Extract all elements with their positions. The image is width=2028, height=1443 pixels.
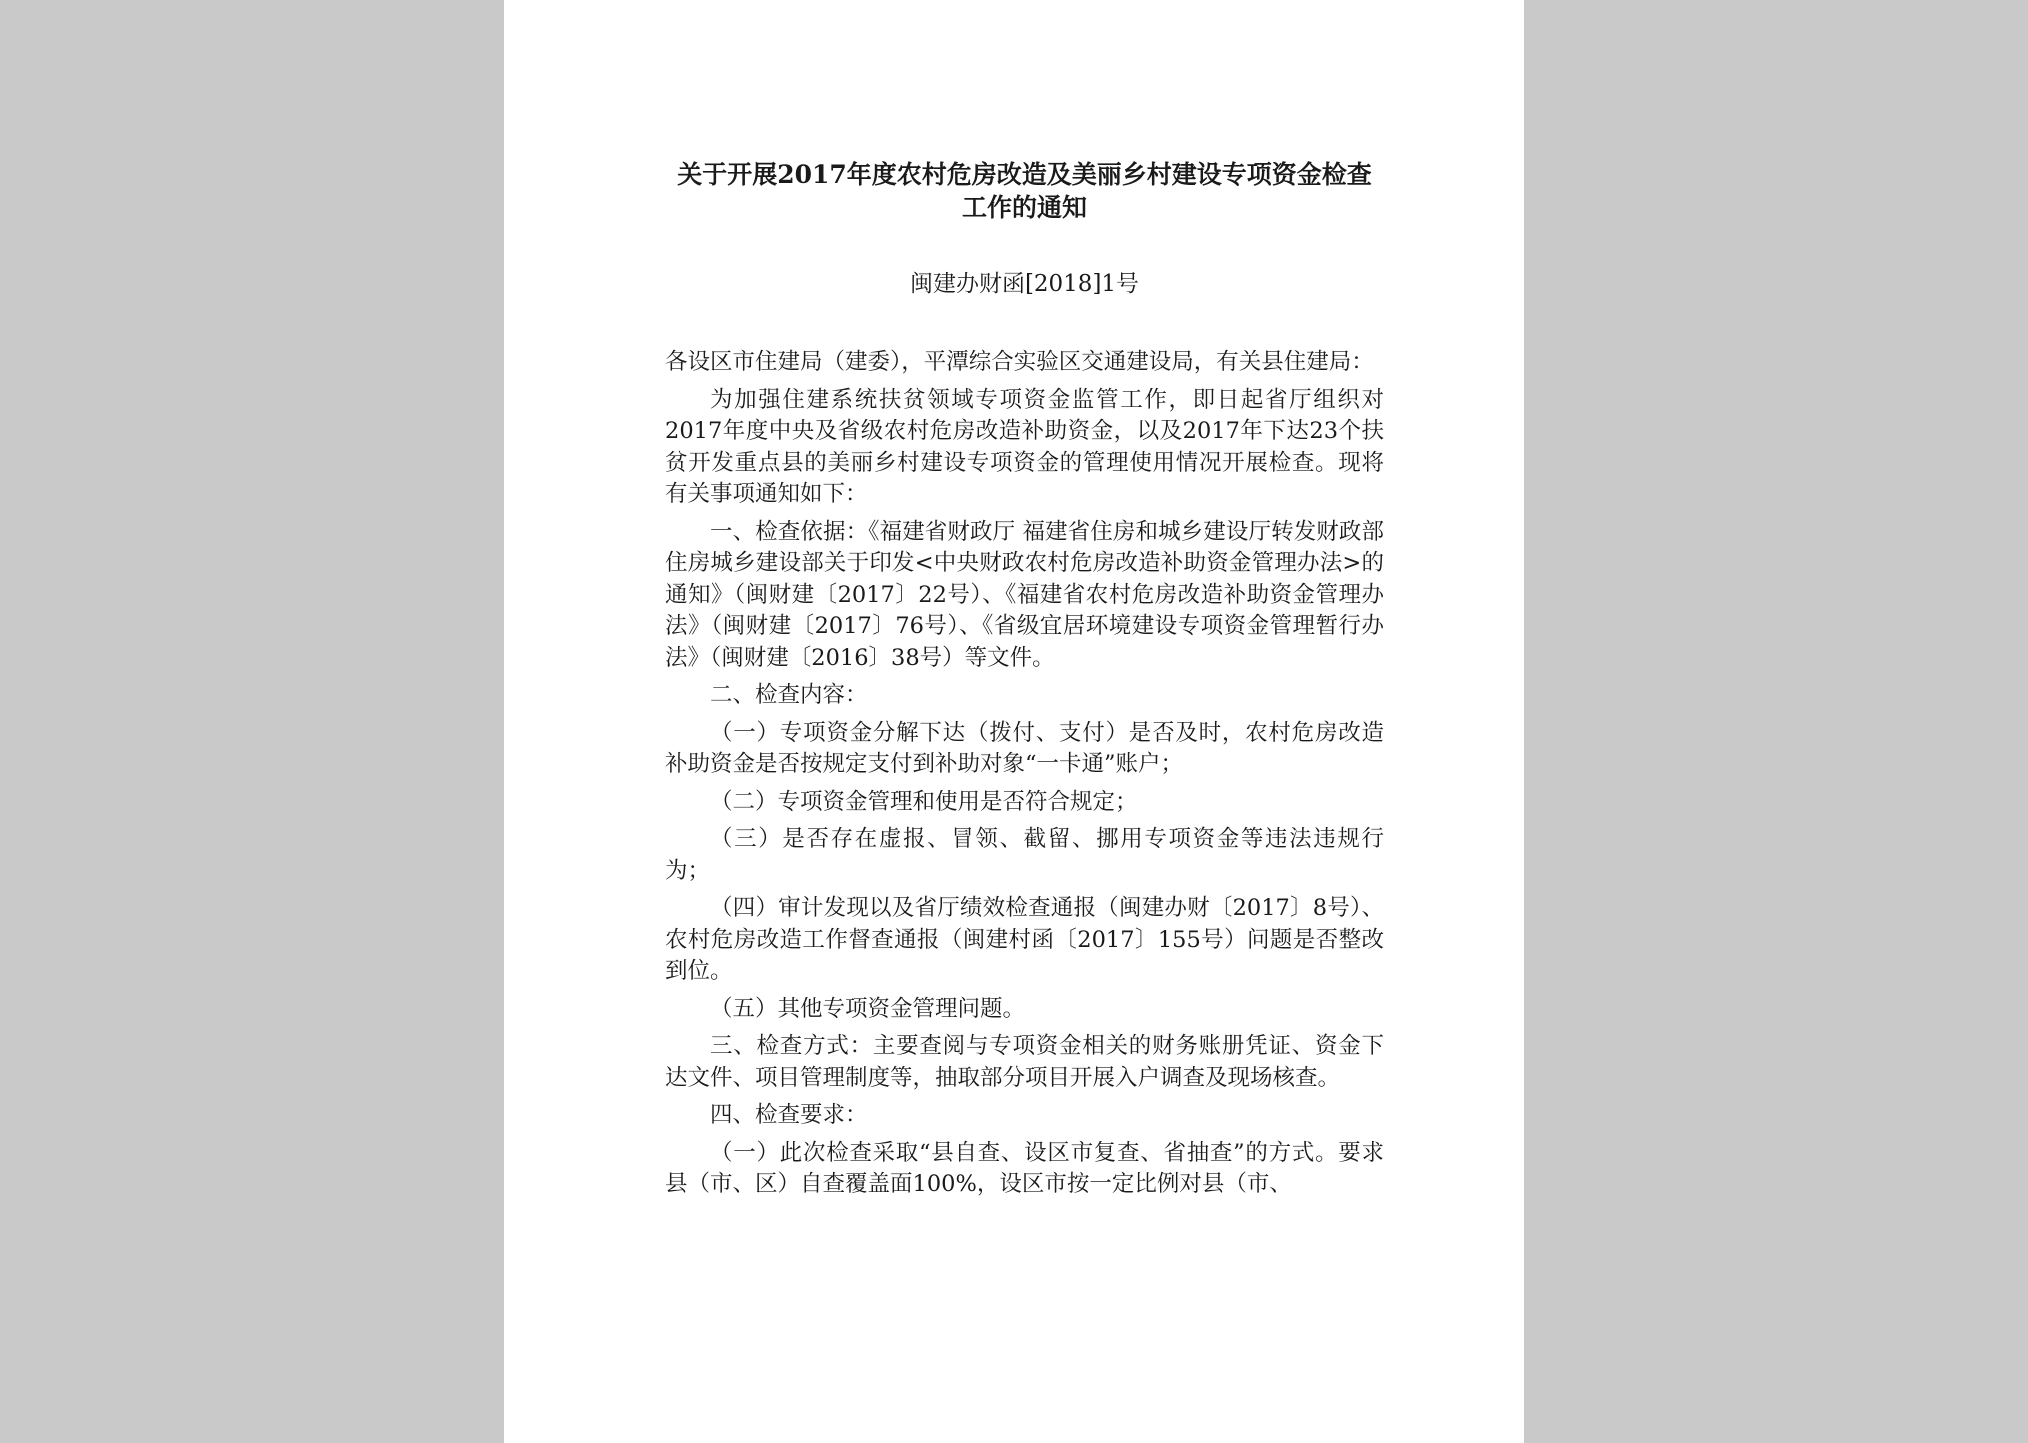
document-content	[665, 158, 1384, 1207]
document-body	[665, 347, 1384, 1201]
paragraph: 三、检查方式：主要查阅与专项资金相关的财务账册凭证、资金下达文件、项目管理制度等，抽取部分项目开展入户调查及现场核查。	[665, 1033, 1384, 1091]
paragraph: 为加强住建系统扶贫领域专项资金监管工作，即日起省厅组织对2017年度中央及省级农村危房改造补助资金，以及2017年下达23个扶贫开发重点县的美丽乡村建设专项资金的管理使用情况开展检查。现将有关事项通知如下：	[665, 386, 1384, 507]
paragraph: （四）审计发现以及省厅绩效检查通报（闽建办财〔2017〕8号）、农村危房改造工作督查通报（闽建村函〔2017〕155号）问题是否整改到位。	[665, 895, 1384, 984]
paragraph: 一、检查依据：《福建省财政厅 福建省住房和城乡建设厅转发财政部 住房城乡建设部关于印发<中央财政农村危房改造补助资金管理办法>的通知》（闽财建〔2017〕22号）、《福建省农村危房改造补助资金管理办法》（闽财建〔2017〕76号）、《省级宜居环境建设专项资金管理暂行办法》（闽财建〔2016〕38号）等文件。	[665, 518, 1384, 671]
section-heading: 二、检查内容：	[710, 682, 868, 708]
paragraph: （二）专项资金管理和使用是否符合规定；	[710, 788, 1138, 815]
paragraph: （一）专项资金分解下达（拨付、支付）是否及时，农村危房改造补助资金是否按规定支付到补助对象“一卡通”账户；	[665, 719, 1384, 777]
document-page	[504, 0, 1524, 1443]
document-number: 闽建办财函[2018]1号	[909, 271, 1140, 297]
paragraph: （五）其他专项资金管理问题。	[710, 995, 1026, 1022]
addressee-line: 各设区市住建局（建委），平潭综合实验区交通建设局，有关县住建局：	[665, 349, 1374, 375]
document-title: 关于开展2017年度农村危房改造及美丽乡村建设专项资金检查工作的通知	[677, 160, 1372, 222]
paragraph: （一）此次检查采取“县自查、设区市复查、省抽查”的方式。要求县（市、区）自查覆盖面100%，设区市按一定比例对县（市、	[665, 1139, 1384, 1197]
section-heading: 四、检查要求：	[710, 1102, 868, 1128]
paragraph: （三）是否存在虚报、冒领、截留、挪用专项资金等违法违规行为；	[665, 826, 1384, 884]
